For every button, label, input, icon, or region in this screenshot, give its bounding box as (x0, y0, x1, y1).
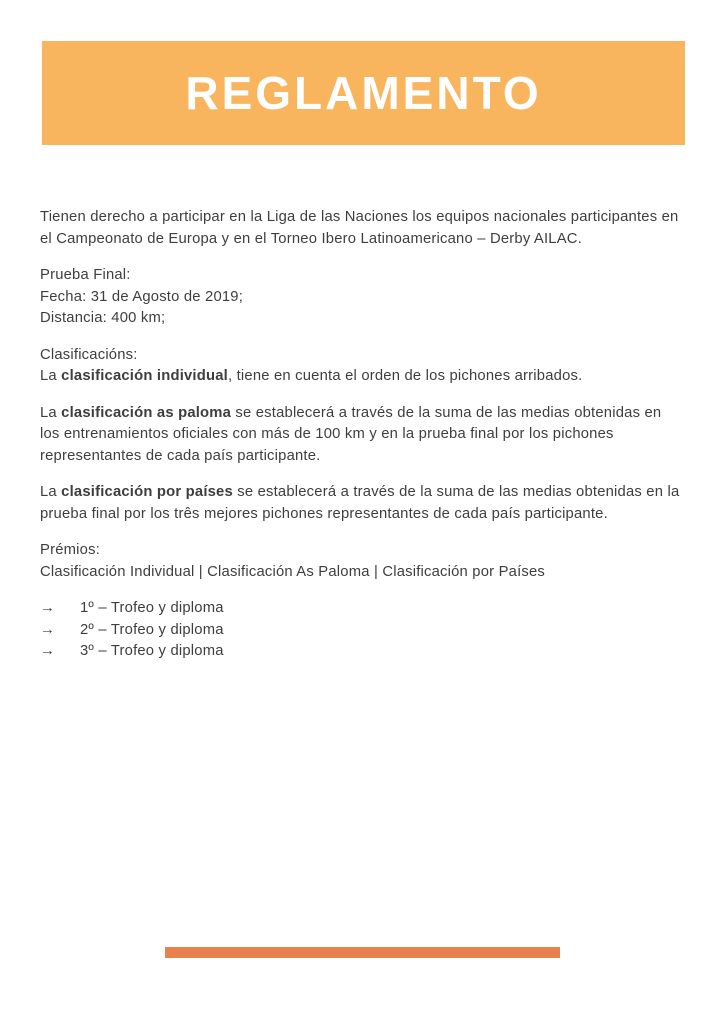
list-item (40, 598, 682, 620)
premios-heading: Prémios: (40, 542, 100, 558)
list-item (40, 641, 682, 663)
as-paloma-bold-term: clasificación as paloma (61, 404, 232, 421)
premio-label-2: 2º – Trofeo y diploma (80, 621, 224, 638)
premios-block (40, 540, 682, 583)
as-paloma-rest: se establecerá a través de la suma de las medias obtenidas en los entrenamientos oficiales con más de 100 km y en la prueba final por los pichones representantes de cada país participante. (40, 404, 662, 464)
document-body (40, 207, 682, 663)
clasificacion-por-paises-paragraph (40, 482, 682, 525)
intro-paragraph: Tienen derecho a participar en la Liga de las Naciones los equipos nacionales participantes en el Campeonato de Europa y en el Torneo Ibero Latinoamericano – Derby AILAC. (40, 209, 679, 247)
individual-bold-term: clasificación individual (61, 368, 228, 384)
list-item (40, 620, 682, 642)
clasificaciones-heading: Clasificacións: (40, 346, 138, 363)
clasificaciones-block (40, 345, 682, 388)
por-paises-bold-term: clasificación por países (61, 484, 233, 500)
title-banner (42, 41, 685, 145)
prueba-final-distancia: Distancia: 400 km; (40, 310, 166, 326)
arrow-right-icon: → (40, 621, 55, 638)
clasificacion-as-paloma-paragraph (40, 403, 682, 468)
premios-categories: Clasificación Individual | Clasificación As Paloma | Clasificación por Países (40, 563, 546, 580)
page-title: REGLAMENTO (185, 67, 542, 119)
por-paises-prefix: La (40, 484, 62, 500)
arrow-right-icon: → (40, 643, 55, 659)
prueba-final-block (40, 265, 682, 330)
arrow-right-icon: → (40, 600, 55, 616)
premio-label-3: 3º – Trofeo y diploma (80, 643, 224, 659)
premio-label-1: 1º – Trofeo y diploma (80, 600, 224, 616)
individual-prefix: La (40, 368, 62, 384)
prueba-final-heading: Prueba Final: (40, 267, 131, 283)
premios-list (40, 598, 682, 663)
por-paises-rest: se establecerá a través de la suma de las medias obtenidas en la prueba final por los três mejores pichones representantes de cada país participante. (40, 484, 680, 522)
individual-rest: , tiene en cuenta el orden de los pichones arribados. (227, 368, 583, 384)
as-paloma-prefix: La (40, 404, 62, 421)
footer-accent-bar (165, 947, 560, 958)
prueba-final-fecha: Fecha: 31 de Agosto de 2019; (40, 288, 244, 305)
clasificacion-individual-line (40, 366, 682, 388)
